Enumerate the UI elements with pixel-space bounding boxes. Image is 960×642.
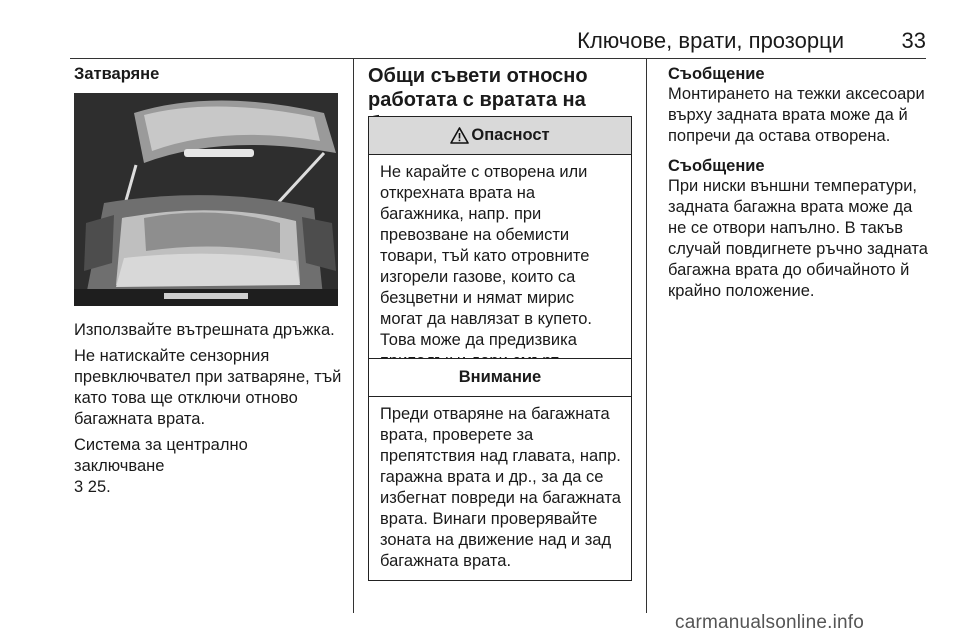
column-divider-left	[353, 58, 354, 613]
cross-ref-page-link[interactable]: 25.	[87, 478, 111, 496]
page-number: 33	[901, 28, 926, 53]
header-divider	[70, 58, 926, 59]
note-text-heavy-accessories: Монтирането на тежки аксесоари върху задната врата може да й попречи да остава отворена.	[668, 85, 925, 145]
central-locking-text: Система за централно заключване	[74, 436, 248, 475]
paragraph-sensor-switch: Не натискайте сензорния превключвател при затваряне, тъй като това ще отключи отново багажната врата.	[74, 347, 342, 428]
paragraph-central-locking	[74, 435, 342, 498]
paragraph-use-handle: Използвайте вътрешната дръжка.	[74, 321, 335, 339]
chapter-title: Ключове, врати, прозорци	[577, 28, 844, 53]
section-heading-closing: Затваряне	[74, 65, 160, 83]
caution-box-text: Преди отваряне на багажната врата, проверете за препятствия над главата, напр. гаражна врата и др., за да се избегнат повреди на багажната врата. Винаги проверявайте зоната на движение над и зад багажната врата.	[380, 405, 621, 570]
page-header	[70, 28, 926, 56]
danger-box-header	[369, 117, 631, 155]
note-text-low-temperature: При ниски външни температури, задната багажна врата може да не се отвори напълно. В такъв случай повдигнете ръчно задната багажна врата до обичайното й крайно положение.	[668, 177, 928, 300]
caution-box-title: Внимание	[458, 368, 542, 386]
danger-box-text: Не карайте с отворена или открехната врата на багажника, напр. при превозване на обемисти товари, тъй като отровните изгорели газове, които са безцветни и нямат мирис могат да навлязат в купето. Това може да предизвика	[380, 163, 592, 349]
tailgate-figure	[74, 93, 338, 306]
danger-box	[368, 116, 632, 381]
cross-ref-arrow: 3	[74, 478, 84, 496]
caution-box-header	[369, 359, 631, 397]
open-tailgate-illustration-icon	[74, 93, 338, 306]
column-divider-right	[646, 58, 647, 613]
section-heading-general-tips: Общи съвети относно работата с вратата на	[368, 65, 588, 111]
danger-box-title: Опасност	[471, 126, 550, 144]
note-title-heavy-accessories: Съобщение	[668, 65, 765, 83]
note-title-low-temperature: Съобщение	[668, 157, 765, 175]
right-column	[668, 64, 930, 302]
warning-triangle-icon	[450, 127, 469, 144]
watermark: carmanualsonline.info	[675, 612, 865, 633]
left-column	[74, 64, 342, 498]
caution-box	[368, 358, 632, 581]
